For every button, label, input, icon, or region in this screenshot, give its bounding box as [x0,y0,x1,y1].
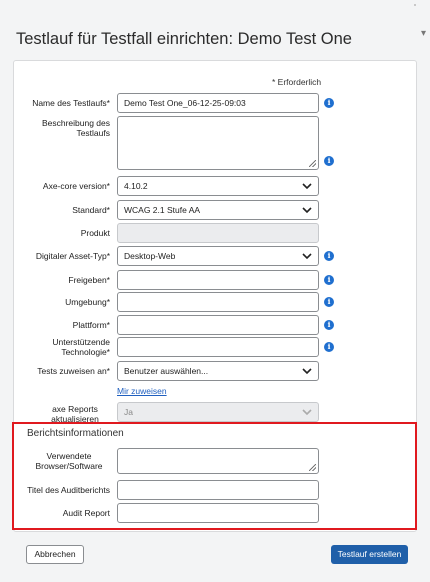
axe-core-value: 4.10.2 [124,181,148,191]
audit-title-input[interactable] [117,480,319,500]
update-reports-select [117,402,319,422]
description-label: Beschreibung des Testlaufs [41,118,110,138]
product-input [117,223,319,243]
browser-label: Verwendete Browser/Software [35,451,103,471]
chevron-down-icon [302,205,312,215]
product-label: Produkt [80,228,110,238]
info-icon[interactable]: i [324,98,334,108]
update-reports-label: axe Reports aktualisieren [51,404,99,424]
standard-select[interactable] [117,200,319,220]
release-label: Freigeben* [68,275,110,285]
platform-input[interactable] [117,315,319,335]
create-run-button[interactable]: Testlauf erstellen [331,545,408,564]
asset-type-select[interactable] [117,246,319,266]
info-icon[interactable]: i [324,156,334,166]
dialog-title: Testlauf für Testfall einrichten: Demo Test One [16,30,352,48]
resize-grip-icon[interactable] [309,464,316,471]
info-icon[interactable]: i [324,251,334,261]
standard-value: WCAG 2.1 Stufe AA [124,205,201,215]
assistive-tech-input[interactable] [117,337,319,357]
axe-core-label: Axe-core version* [42,181,110,191]
assign-to-me-link[interactable]: Mir zuweisen [117,386,167,396]
info-icon[interactable]: i [324,342,334,352]
assign-tests-value: Benutzer auswählen... [124,366,209,376]
assign-tests-select[interactable] [117,361,319,381]
axe-core-select[interactable] [117,176,319,196]
info-icon[interactable]: i [324,297,334,307]
asset-type-value: Desktop-Web [124,251,176,261]
assistive-tech-label: Unterstützende Technologie* [52,337,110,357]
asset-type-label: Digitaler Asset-Typ* [35,251,110,261]
required-note: * Erforderlich [272,77,322,87]
audit-title-label: Titel des Auditberichts [27,485,110,495]
info-icon[interactable]: i [324,320,334,330]
top-decoration [414,4,416,6]
description-textarea[interactable] [117,116,319,170]
standard-label: Standard* [72,205,110,215]
assign-tests-label: Tests zuweisen an* [37,366,110,376]
audit-report-label: Audit Report [62,508,110,518]
audit-report-input[interactable] [117,503,319,523]
environment-label: Umgebung* [65,297,110,307]
cancel-button[interactable]: Abbrechen [26,545,84,564]
info-icon[interactable]: i [324,275,334,285]
chevron-down-icon [302,366,312,376]
chevron-down-icon [302,407,312,417]
run-name-input[interactable]: Demo Test One_06-12-25-09:03 [117,93,319,113]
report-section-title: Berichtsinformationen [27,428,124,439]
browser-textarea[interactable] [117,448,319,474]
close-icon[interactable]: ▾ [420,28,426,39]
chevron-down-icon [302,251,312,261]
update-reports-value: Ja [124,407,133,417]
release-input[interactable] [117,270,319,290]
chevron-down-icon [302,181,312,191]
platform-label: Plattform* [72,320,110,330]
resize-grip-icon[interactable] [309,160,316,167]
environment-input[interactable] [117,292,319,312]
run-name-label: Name des Testlaufs* [32,98,110,108]
